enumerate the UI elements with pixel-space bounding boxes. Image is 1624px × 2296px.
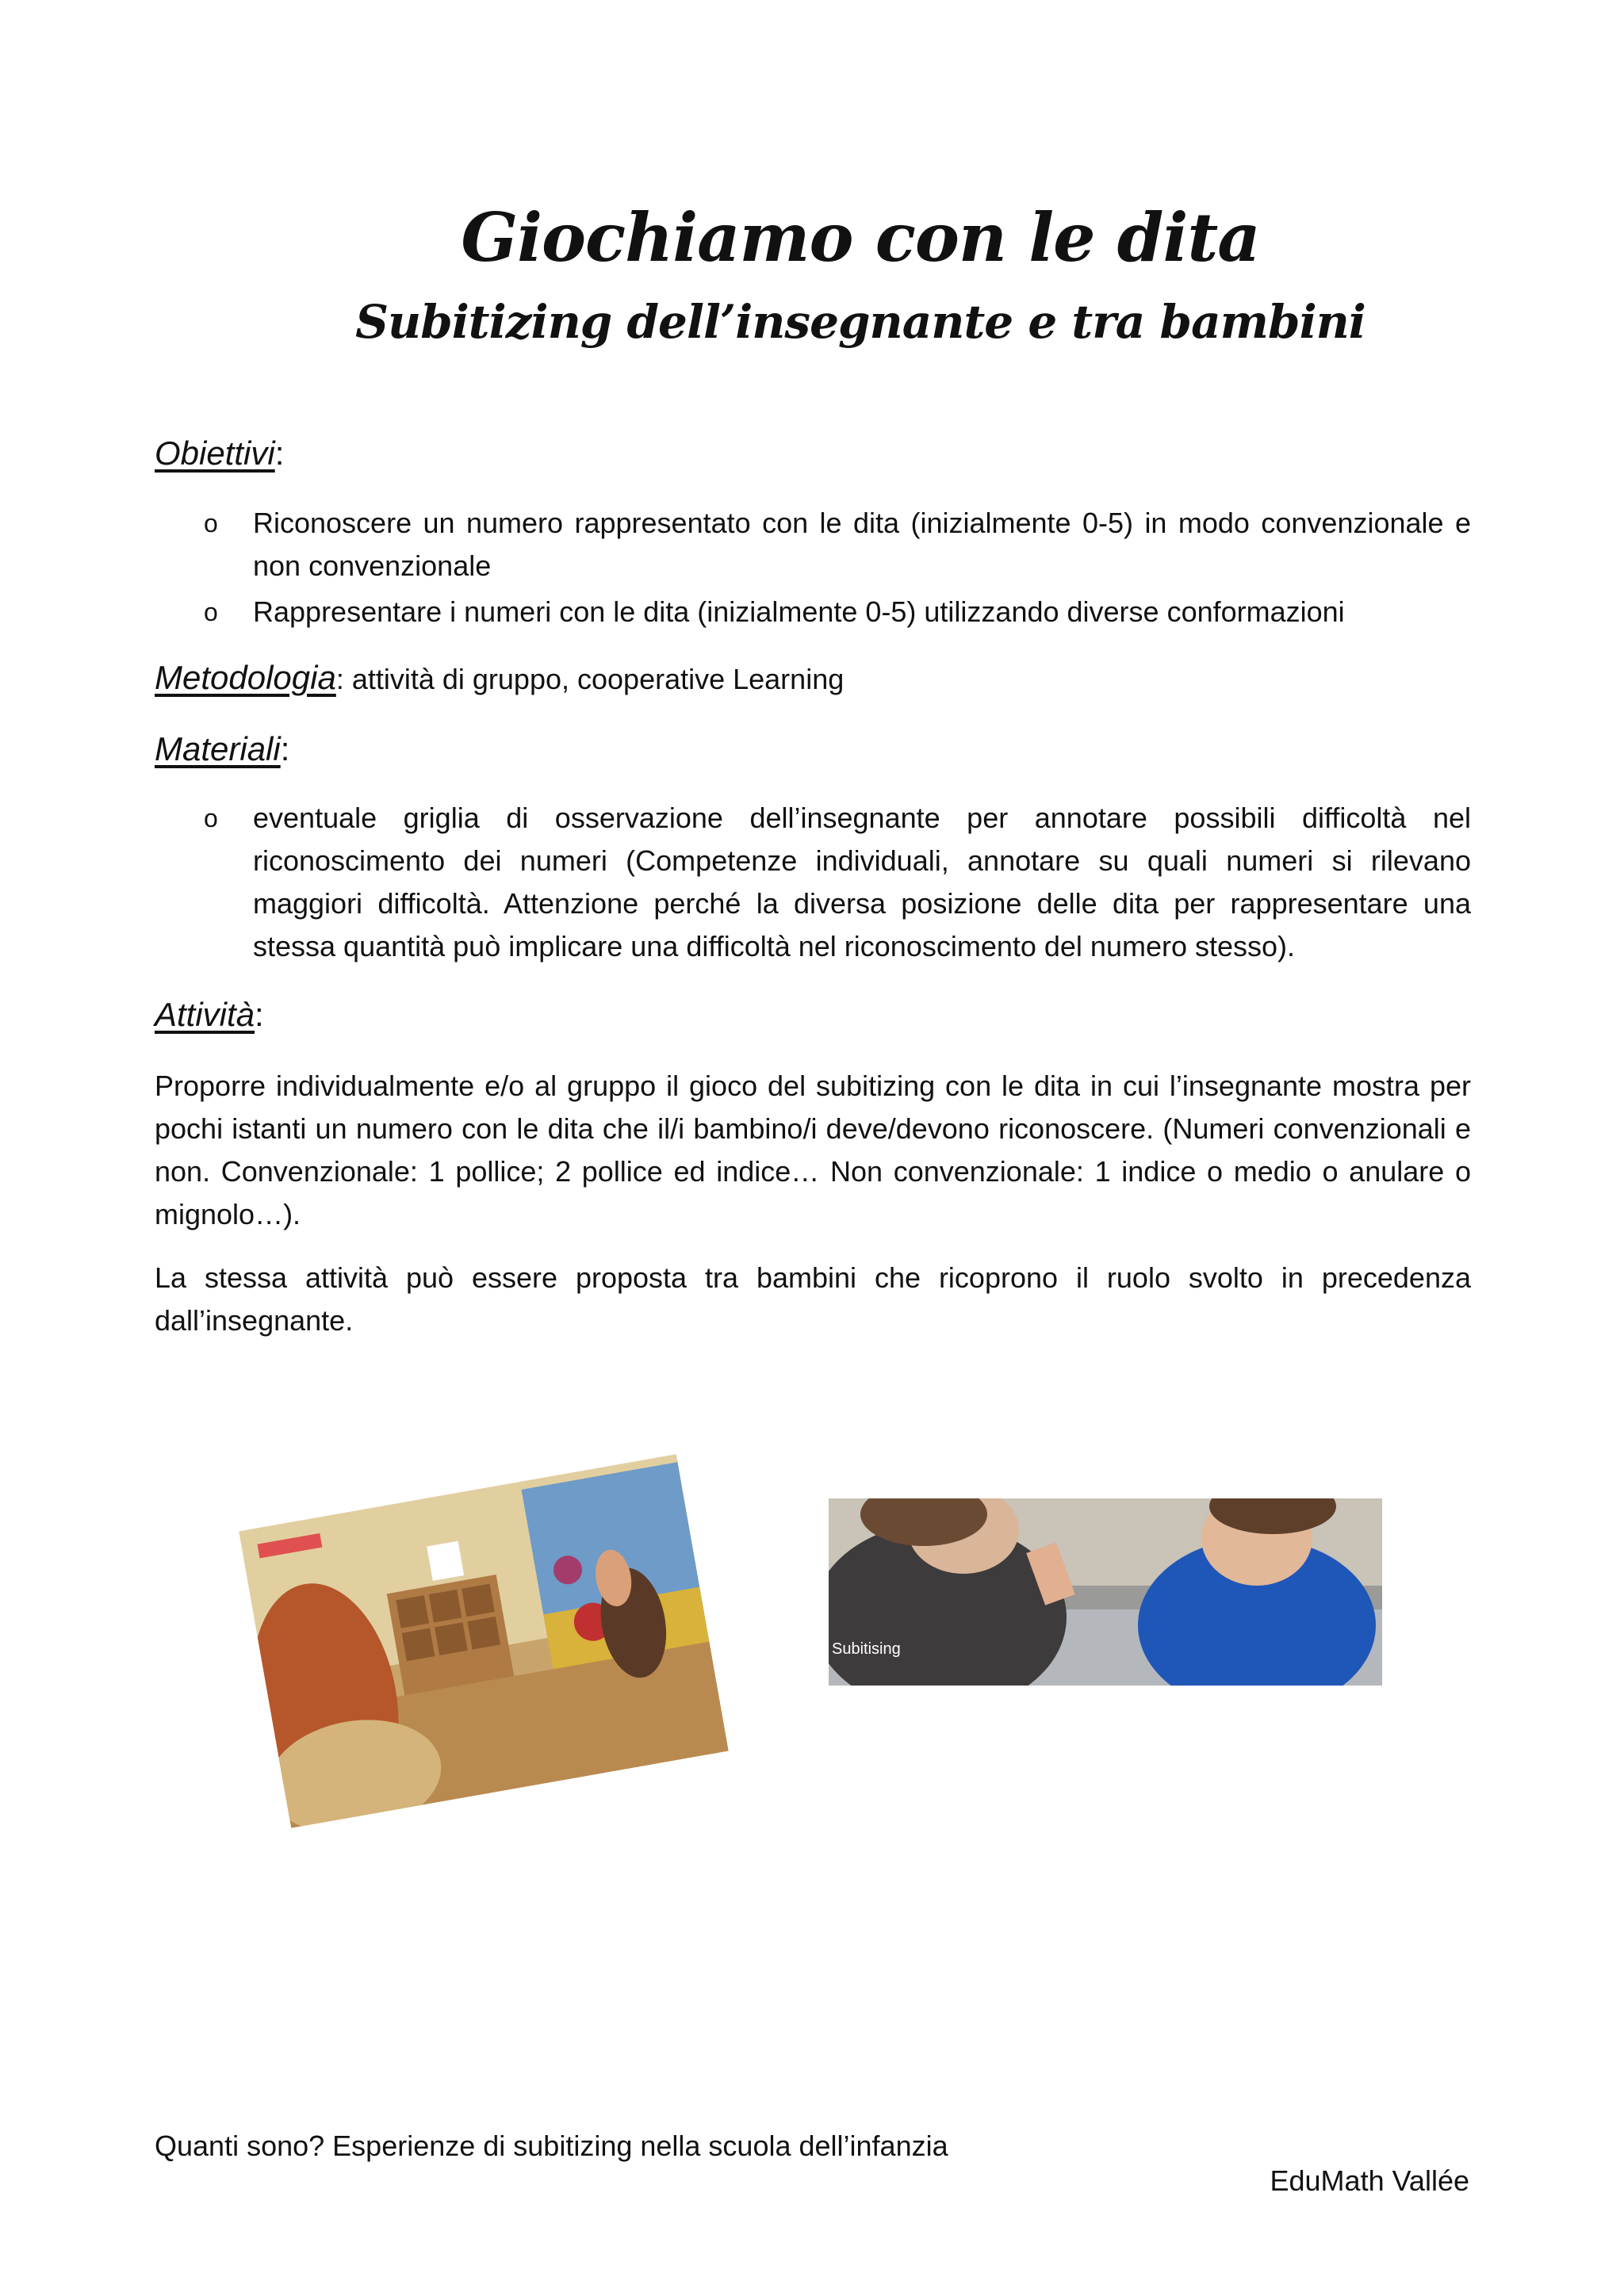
page-title: Giochiamo con le dita — [461, 198, 1260, 277]
heading-materiali-label: Materiali — [155, 730, 281, 767]
heading-obiettivi-colon: : — [274, 434, 285, 472]
bullet-marker: o — [204, 804, 218, 832]
obiettivi-list — [155, 502, 1471, 637]
footer-title: Quanti sono? Esperienze di subitizing nella scuola dell’infanzia — [155, 2130, 948, 2162]
heading-metodologia — [155, 656, 844, 701]
heading-materiali-colon: : — [280, 730, 290, 767]
bullet-marker: o — [204, 598, 218, 626]
attivita-paragraph-2: La stessa attività può essere proposta tra bambini che ricoprono il ruolo svolto in precedenza dall’insegnante. — [155, 1261, 1471, 1337]
classroom-photo-image — [239, 1454, 728, 1827]
list-item — [155, 797, 1471, 968]
attivita-paragraph-1: Proporre individualmente e/o al gruppo il gioco del subitizing con le dita in cui l’insegnante mostra per pochi istanti un numero con le dita che il/i bambino/i deve/devono riconoscere. (Numeri convenzionali e non. Convenzionale: 1 pollice; 2 pollice ed indice… Non convenzionale: 1 indice o medio o anulare o mignolo…). — [155, 1070, 1471, 1230]
page-subtitle: Subitizing dell’insegnante e tra bambini — [355, 295, 1365, 349]
footer-author: EduMath Vallée — [1270, 2164, 1469, 2197]
obiettivi-item-2: Rappresentare i numeri con le dita (inizialmente 0-5) utilizzando diverse conformazioni — [253, 595, 1345, 628]
list-item — [155, 502, 1471, 587]
heading-attivita-colon: : — [255, 996, 264, 1033]
heading-obiettivi — [155, 432, 284, 475]
classroom-photo — [239, 1454, 728, 1827]
heading-attivita — [155, 993, 264, 1036]
obiettivi-item-1: Riconoscere un numero rappresentato con le dita (inizialmente 0-5) in modo convenzionale e non convenzionale — [253, 507, 1471, 582]
heading-materiali — [155, 728, 289, 771]
list-item — [155, 591, 1471, 633]
materiali-list — [155, 797, 1471, 971]
video-caption: Subitising — [832, 1640, 901, 1658]
materiali-item-1: eventuale griglia di osservazione dell’insegnante per annotare possibili difficoltà nel riconoscimento dei numeri (Competenze individuali, annotare su quali numeri si rilevano maggiori difficoltà. Attenzione perché la diversa posizione delle dita per rappresentare una stessa quantità può implicare una difficoltà nel riconoscimento del numero stesso). — [253, 802, 1471, 962]
heading-obiettivi-label: Obiettivi — [155, 434, 275, 472]
heading-metodologia-label: Metodologia — [155, 659, 336, 696]
metodologia-text: : attività di gruppo, cooperative Learning — [335, 663, 845, 695]
heading-attivita-label: Attività — [155, 996, 255, 1033]
video-thumbnail-image — [829, 1498, 1382, 1686]
video-thumbnail[interactable] — [829, 1498, 1382, 1686]
bullet-marker: o — [204, 509, 218, 538]
